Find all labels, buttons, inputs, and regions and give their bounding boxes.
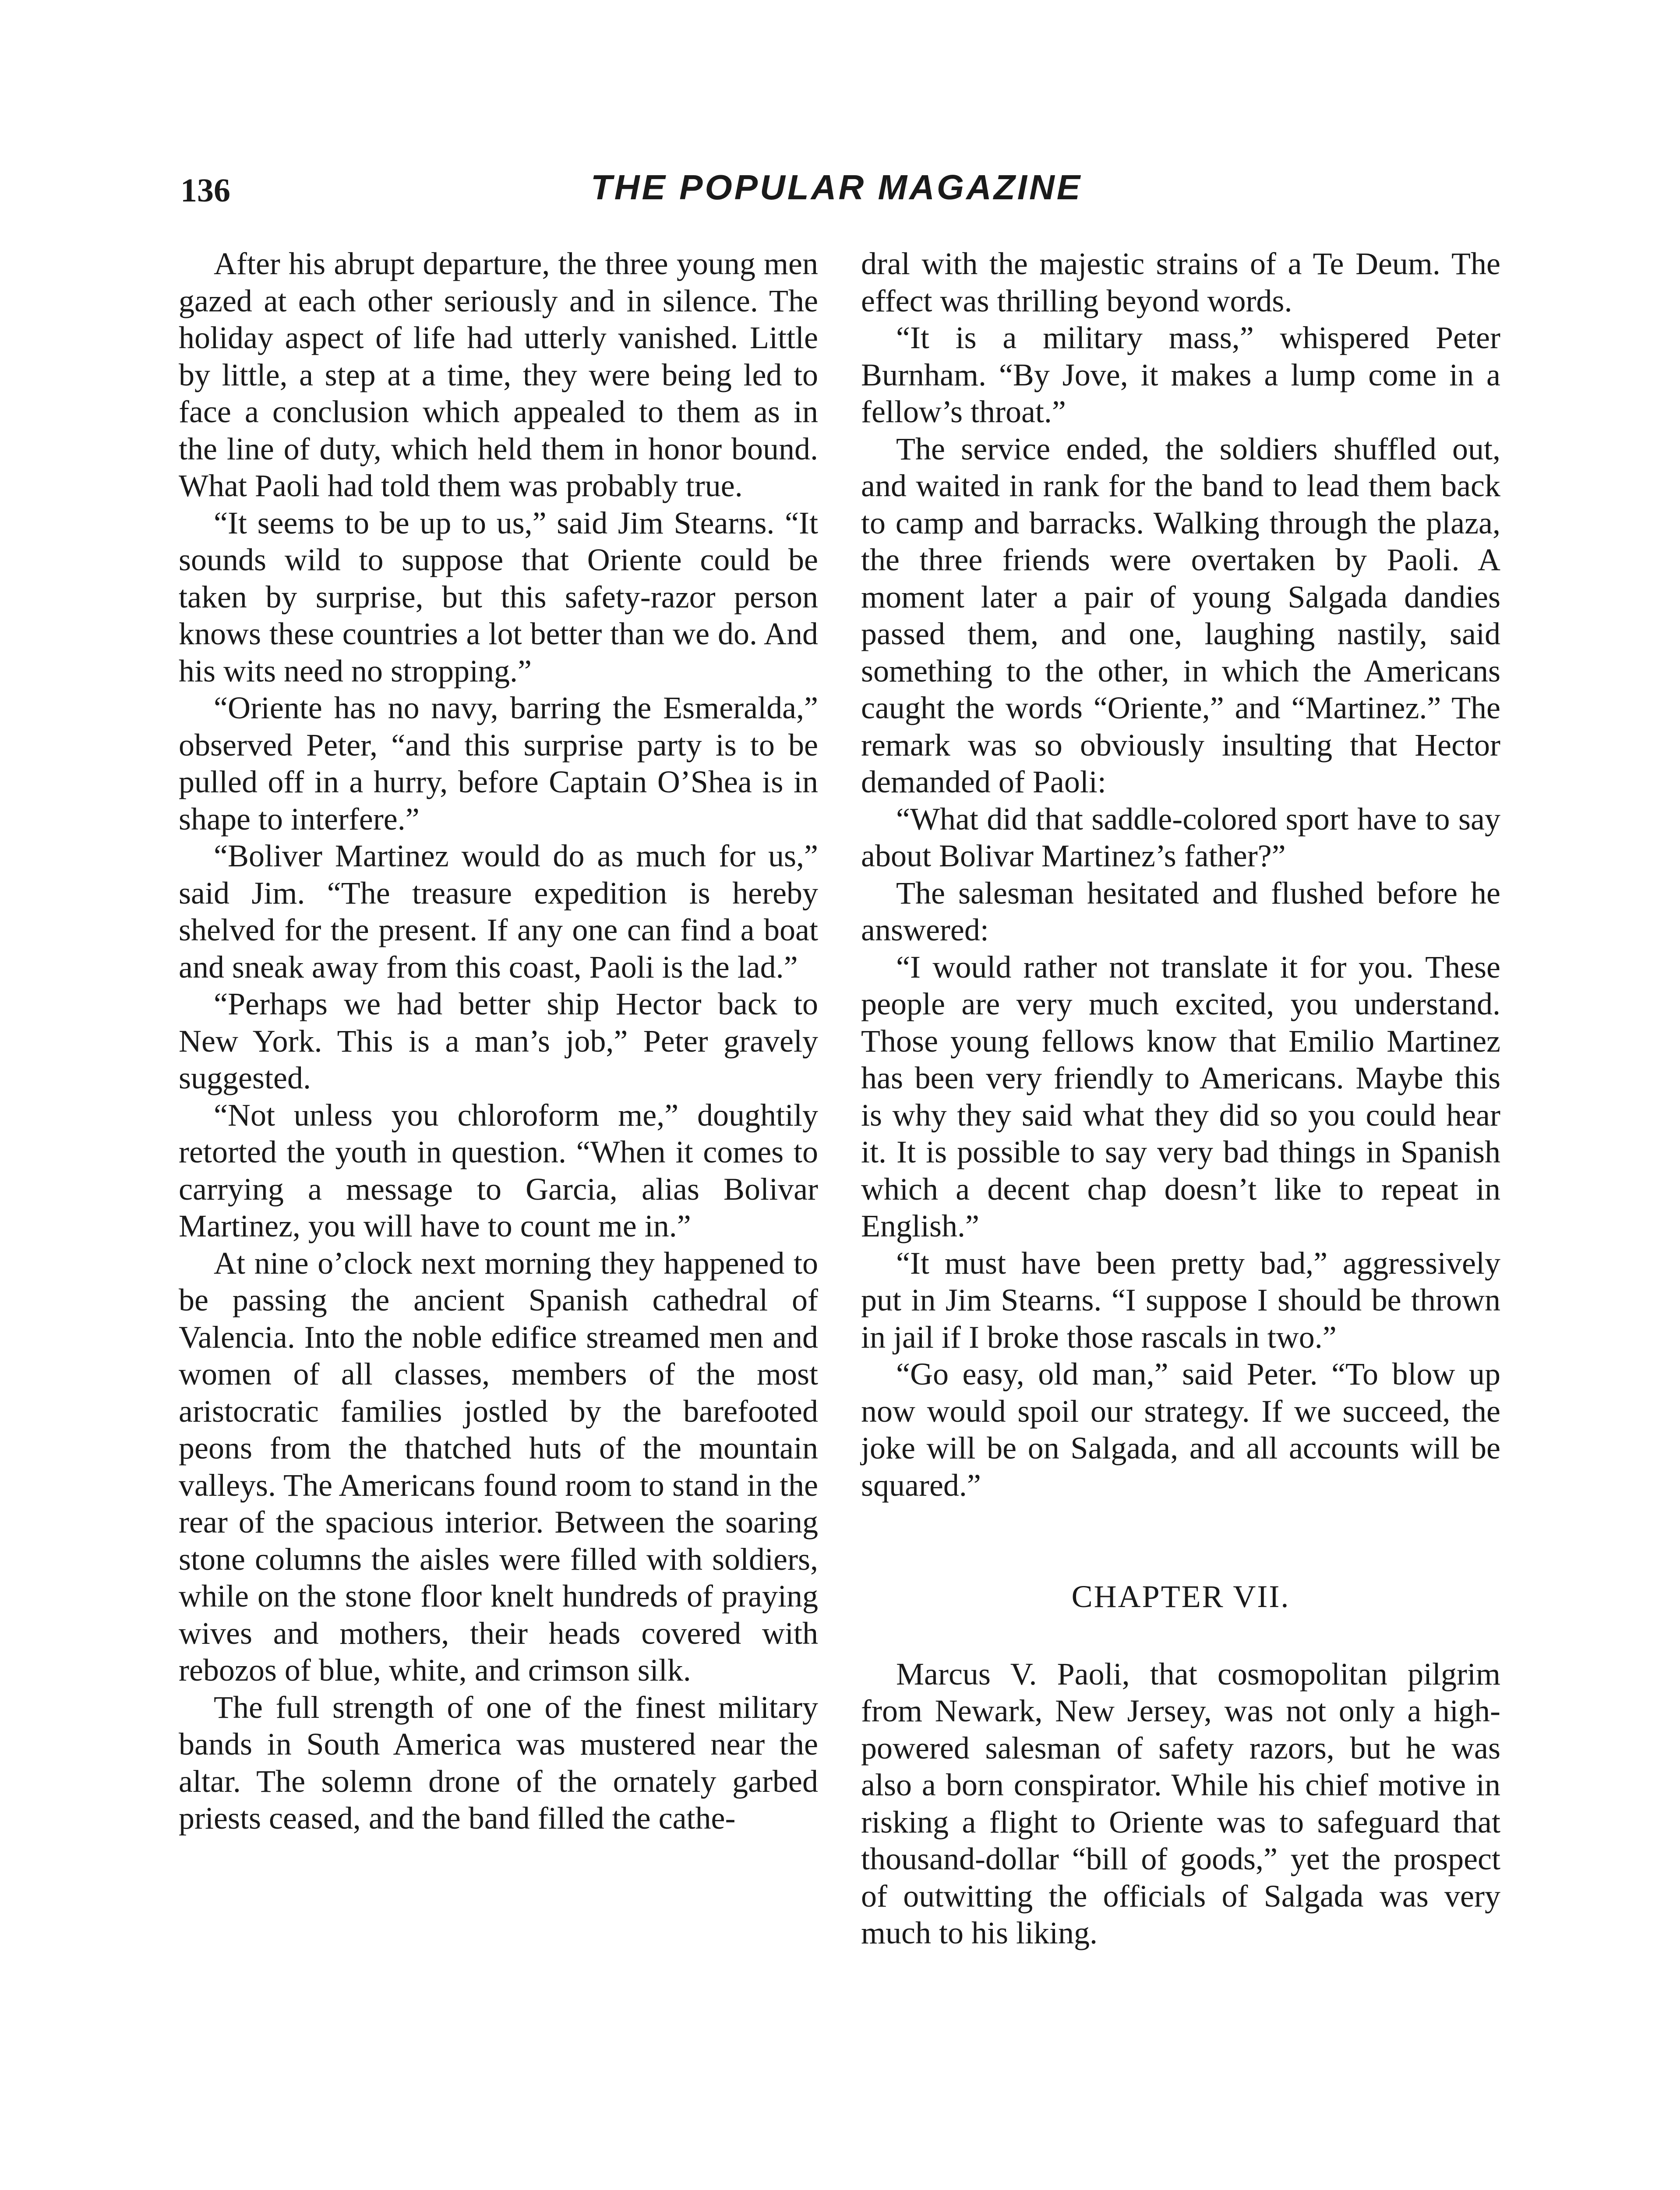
right-column xyxy=(861,245,1500,1952)
paragraph: “What did that saddle-colored sport have to say about Bolivar Martinez’s father?” xyxy=(861,801,1500,873)
paragraph: “Oriente has no navy, barring the Esmeralda,” observed Peter, “and this surprise party is to be pulled off in a hurry, before Captain O’Shea is in shape to interfere.” xyxy=(179,690,818,837)
paragraph: “Boliver Martinez would do as much for us,” said Jim. “The treasure expedition is hereby shelved for the present. If any one can find a boat and sneak away from this coast, Paoli is the lad.” xyxy=(179,838,818,985)
paragraph: dral with the majestic strains of a Te Deum. The effect was thrilling beyond words. xyxy=(861,246,1500,318)
paragraph: The salesman hesitated and flushed before he answered: xyxy=(861,875,1500,947)
paragraph: “It must have been pretty bad,” aggressively put in Jim Stearns. “I suppose I should be thrown in jail if I broke those rascals in two.” xyxy=(861,1245,1500,1355)
paragraph: At nine o’clock next morning they happened to be passing the ancient Spanish cathedral of Valencia. Into the noble edifice streamed men and women of all classes, members of the most aristocratic families jostled by the barefooted peons from the thatched huts of the mountain valleys. The Americans found room to stand in the rear of the spacious interior. Between the soaring stone columns the aisles were filled with soldiers, while on the stone floor knelt hundreds of praying wives and mothers, their heads covered with rebozos of blue, white, and crimson silk. xyxy=(179,1245,818,1688)
paragraph: “I would rather not translate it for you. These people are very much excited, you understand. Those young fellows know that Emilio Martinez has been very friendly to Americans. Maybe this is why they said what they did so you could hear it. It is possible to say very bad things in Spanish which a decent chap doesn’t like to repeat in English.” xyxy=(861,949,1500,1243)
paragraph: “It is a military mass,” whispered Peter Burnham. “By Jove, it makes a lump come in a fellow’s throat.” xyxy=(861,320,1500,429)
paragraph: The full strength of one of the finest military bands in South America was mustered near the altar. The solemn drone of the ornately garbed priests ceased, and the band filled the cathe- xyxy=(179,1689,818,1836)
running-head: THE POPULAR MAGAZINE xyxy=(590,168,1083,207)
paragraph: After his abrupt departure, the three young men gazed at each other seriously and in silence. The holiday aspect of life had utterly vanished. Little by little, a step at a time, they were being led to face a conclusion which appealed to them as in the line of duty, which held them in honor bound. What Paoli had told them was probably true. xyxy=(179,246,818,503)
chapter-heading: CHAPTER VII. xyxy=(1071,1579,1290,1614)
page-number: 136 xyxy=(180,172,230,209)
paragraph: “Perhaps we had better ship Hector back to New York. This is a man’s job,” Peter gravely suggested. xyxy=(179,986,818,1095)
paragraph: “It seems to be up to us,” said Jim Stearns. “It sounds wild to suppose that Oriente could be taken by surprise, but this safety-razor person knows these countries a lot better than we do. And his wits need no stropping.” xyxy=(179,505,818,689)
paragraph: “Go easy, old man,” said Peter. “To blow up now would spoil our strategy. If we succeed, the joke will be on Salgada, and all accounts will be squared.” xyxy=(861,1356,1500,1503)
paragraph: The service ended, the soldiers shuffled out, and waited in rank for the band to lead them back to camp and barracks. Walking through the plaza, the three friends were overtaken by Paoli. A moment later a pair of young Salgada dandies passed them, and one, laughing nastily, said something to the other, in which the Americans caught the words “Oriente,” and “Martinez.” The remark was so obviously insulting that Hector demanded of Paoli: xyxy=(861,431,1500,799)
paragraph: Marcus V. Paoli, that cosmopolitan pilgrim from Newark, New Jersey, was not only a high-powered salesman of safety razors, but he was also a born conspirator. While his chief motive in risking a flight to Oriente was to safeguard that thousand-dollar “bill of goods,” yet the prospect of outwitting the officials of Salgada was very much to his liking. xyxy=(861,1656,1500,1950)
left-column xyxy=(179,245,818,1837)
paragraph: “Not unless you chloroform me,” doughtily retorted the youth in question. “When it comes to carrying a message to Garcia, alias Bolivar Martinez, you will have to count me in.” xyxy=(179,1097,818,1243)
